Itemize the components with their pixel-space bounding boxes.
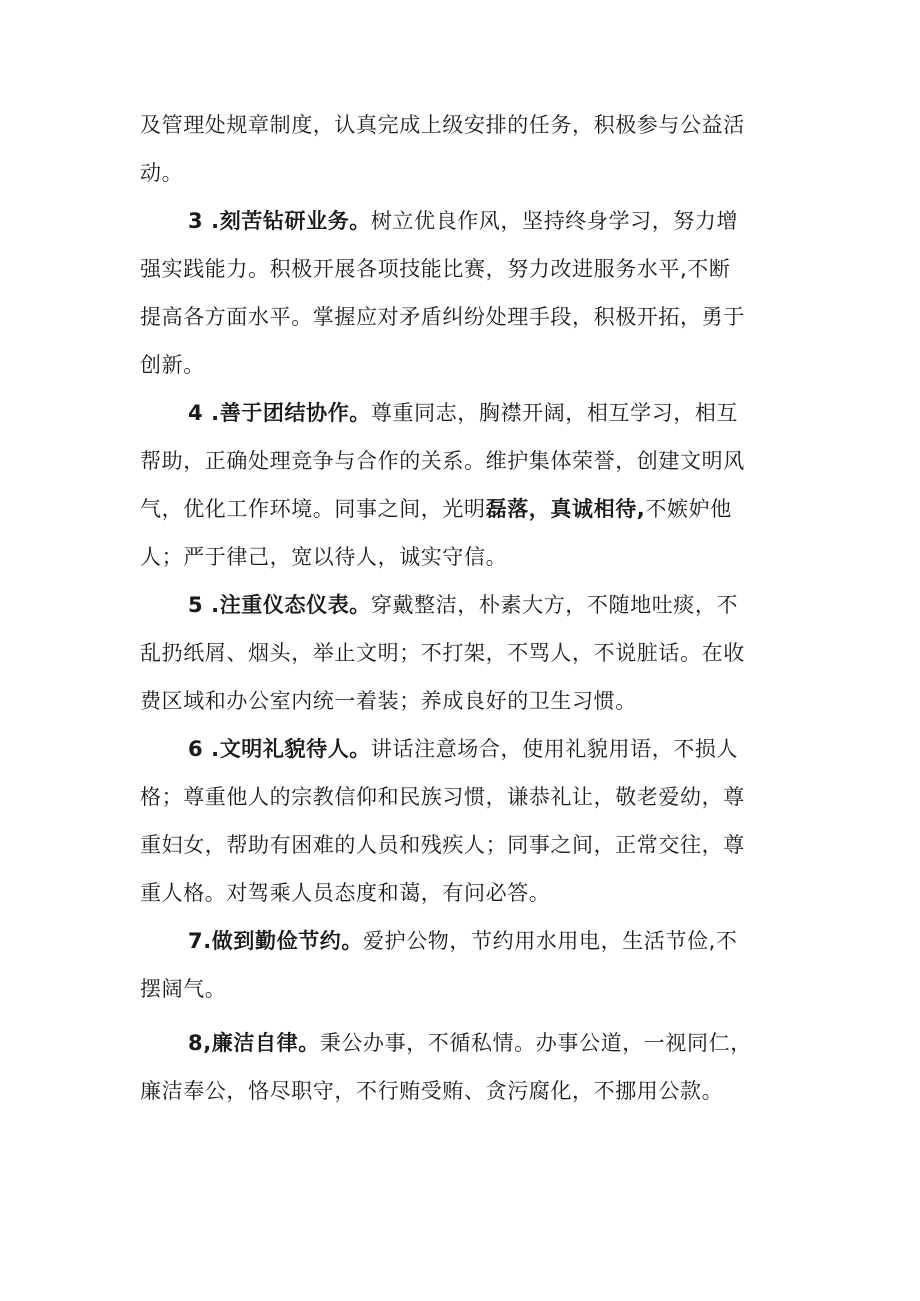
body-text: 提高各方面水平。掌握应对矛盾纠纷处理手段，积极开拓，勇于 [140, 305, 745, 329]
body-text: 格；尊重他人的宗教信仰和民族习惯，谦恭礼让，敬老爱幼，尊 [140, 785, 745, 809]
body-text: 帮助，正确处理竞争与合作的关系。维护集体荣誉，创建文明风 [140, 449, 745, 473]
paragraph-line [140, 533, 785, 581]
body-text: 人；严于律己，宽以待人，诚实守信。 [140, 545, 508, 569]
paragraph-line [140, 869, 785, 917]
paragraph-line [140, 437, 785, 485]
paragraph [140, 389, 785, 581]
body-text: 动。 [140, 161, 184, 185]
paragraph-line [140, 293, 785, 341]
body-text: 摆阔气。 [140, 977, 227, 1001]
paragraph-line [140, 1067, 785, 1115]
paragraph-line [140, 725, 785, 773]
body-text: 讲话注意场合，使用礼貌用语，不损人 [370, 737, 739, 761]
heading-text: 3 .刻苦钻研业务。 [188, 209, 371, 233]
paragraph-line [140, 1019, 785, 1067]
paragraph-line [140, 341, 785, 389]
body-text: 创新。 [140, 353, 205, 377]
heading-text: 6 .文明礼貌待人。 [188, 737, 371, 761]
paragraph-line [140, 149, 785, 197]
paragraph [140, 917, 785, 1013]
body-text: 廉洁奉公，恪尽职守，不行贿受贿、贪污腐化，不挪用公款。 [140, 1079, 724, 1103]
paragraph-line [140, 821, 785, 869]
paragraph-line [140, 389, 785, 437]
body-text: 秉公办事，不循私情。办事公道，一视同仁， [319, 1031, 752, 1055]
body-text: 爱护公物，节约用水用电，生活节俭,不 [363, 929, 738, 953]
body-text: 重妇女，帮助有困难的人员和残疾人；同事之间，正常交往，尊 [140, 833, 745, 857]
paragraph-line [140, 917, 785, 965]
body-text: 树立优良作风，坚持终身学习，努力增 [370, 209, 739, 233]
body-text: 气，优化工作环境。同事之间，光明 [140, 497, 486, 521]
document-body [140, 101, 785, 1115]
paragraph-line [140, 581, 785, 629]
paragraph [140, 581, 785, 725]
heading-text: 7.做到勤俭节约。 [188, 929, 363, 953]
paragraph [140, 101, 785, 197]
body-text: 尊重同志，胸襟开阔，相互学习，相互 [370, 401, 739, 425]
body-text: 重人格。对驾乘人员态度和蔼，有问必答。 [140, 881, 551, 905]
body-text: 费区域和办公室内统一着装；养成良好的卫生习惯。 [140, 689, 637, 713]
paragraph-line [140, 485, 785, 533]
paragraph-line [140, 101, 785, 149]
body-text: 强实践能力。积极开展各项技能比赛，努力改进服务水平,不断 [140, 257, 731, 281]
paragraph-line [140, 965, 785, 1013]
heading-text: 5 .注重仪态仪表。 [188, 593, 371, 617]
body-text: 穿戴整洁，朴素大方，不随地吐痰，不 [370, 593, 739, 617]
paragraph-line [140, 629, 785, 677]
heading-text: 8,廉洁自律。 [188, 1031, 320, 1055]
paragraph [140, 1019, 785, 1115]
paragraph-line [140, 197, 785, 245]
heading-text: 4 .善于团结协作。 [188, 401, 371, 425]
body-text: 不嫉妒他 [645, 497, 732, 521]
paragraph-line [140, 773, 785, 821]
paragraph [140, 197, 785, 389]
paragraph-line [140, 677, 785, 725]
body-text: 乱扔纸屑、烟头，举止文明；不打架，不骂人，不说脏话。在收 [140, 641, 745, 665]
heading-text: 磊落，真诚相待, [485, 497, 646, 521]
paragraph [140, 725, 785, 917]
paragraph-line [140, 245, 785, 293]
body-text: 及管理处规章制度，认真完成上级安排的任务，积极参与公益活 [140, 113, 745, 137]
